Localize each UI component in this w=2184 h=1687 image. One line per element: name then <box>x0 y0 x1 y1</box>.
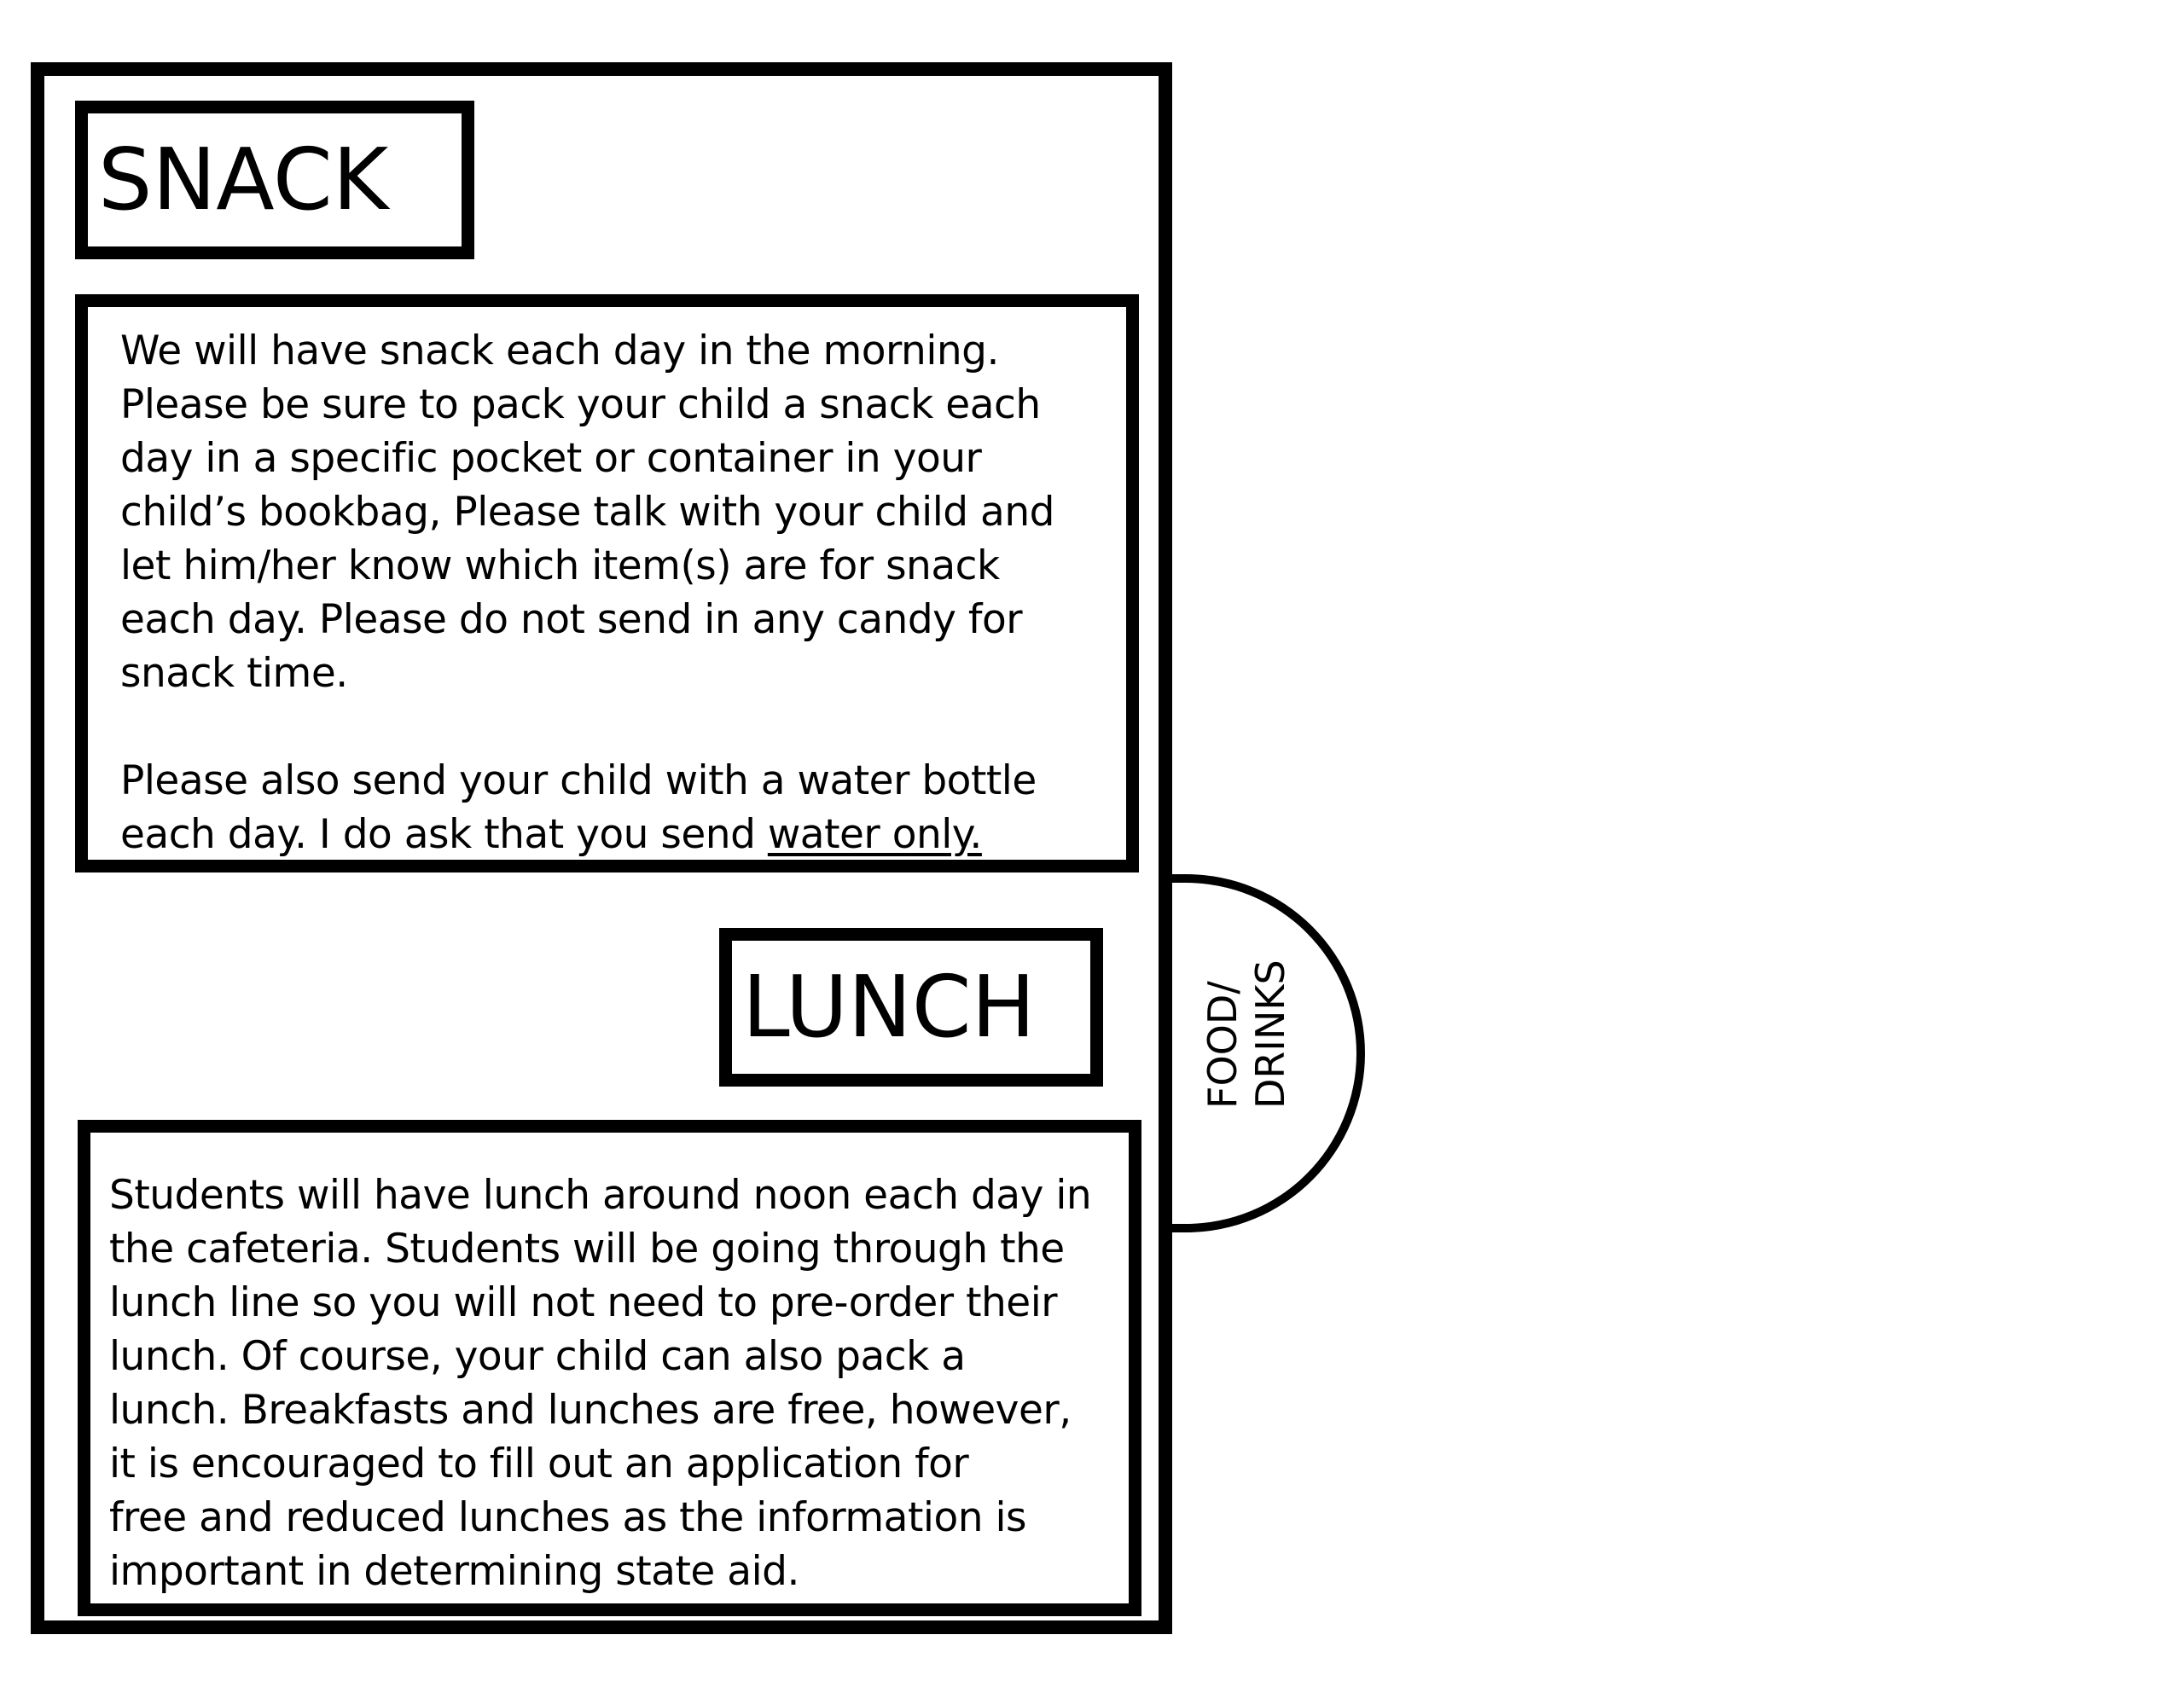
lunch-heading: LUNCH <box>719 928 1103 1087</box>
snack-heading: SNACK <box>75 101 474 259</box>
snack-paragraph: We will have snack each day in the morning. Please be sure to pack your child a snack each day in a specific pocket or container in your child’s bookbag, Please talk with your child and let him/her know which item(s) are for snack each day. Please do not send in any candy for snack time. <box>120 328 1054 697</box>
food-drinks-tab-label: FOOD/ DRINKS <box>1199 959 1293 1109</box>
snack-text-box <box>75 294 1139 872</box>
water-only-emphasis: water only. <box>767 811 982 858</box>
lunch-paragraph: Students will have lunch around noon each day in the cafeteria. Students will be going through the lunch line so you will not need to pre-order their lunch. Of course, your child can also pack a lunch. Breakfasts and lunches are free, however, it is encouraged to fill out an application for free and reduced lunches as the information is important in determining state aid. <box>109 1172 1092 1595</box>
water-paragraph <box>120 754 1126 861</box>
water-paragraph-text: Please also send your child with a water bottle each day. I do ask that you send <box>120 757 1037 858</box>
lunch-text-box <box>78 1120 1141 1616</box>
